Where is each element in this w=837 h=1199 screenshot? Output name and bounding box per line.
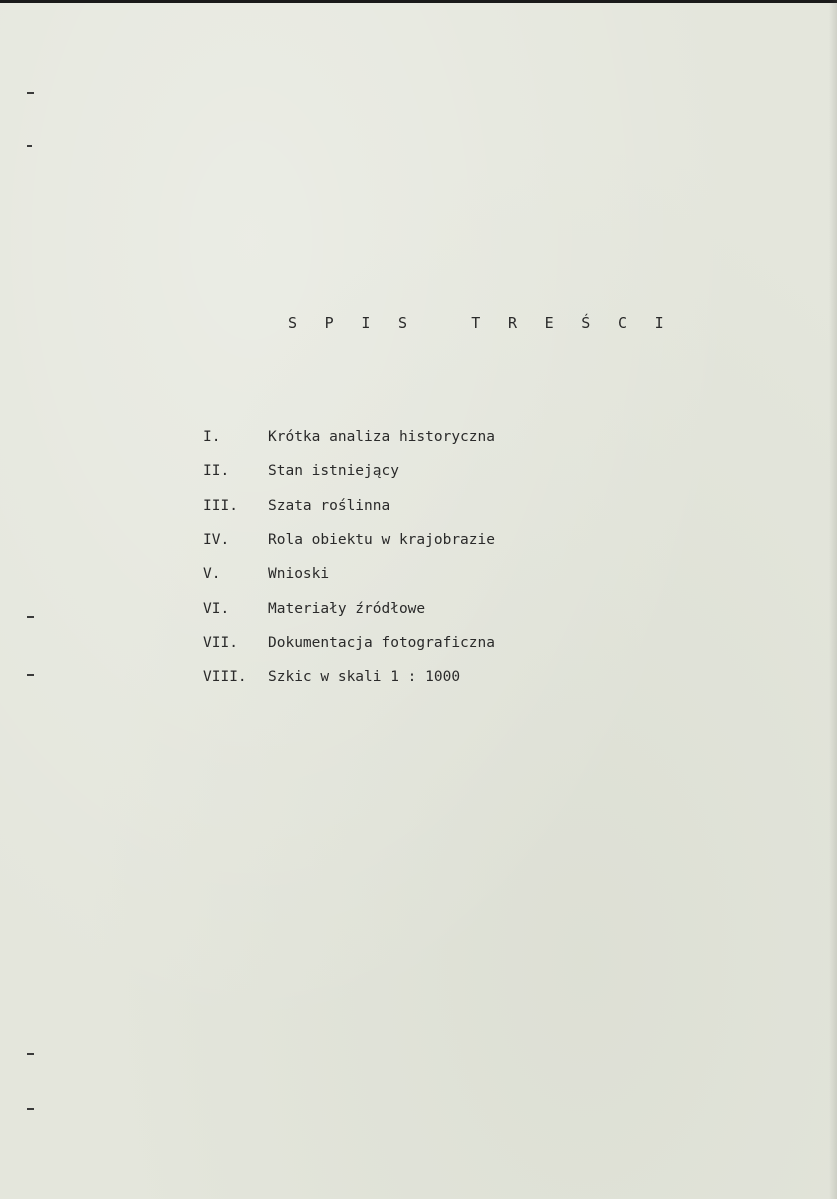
margin-mark bbox=[27, 616, 34, 618]
toc-item-label: Krótka analiza historyczna bbox=[268, 429, 495, 446]
toc-item-number: V. bbox=[203, 566, 221, 583]
toc-item-label: Rola obiektu w krajobrazie bbox=[268, 532, 495, 549]
toc-item-number: VIII. bbox=[203, 669, 247, 686]
page-top-edge bbox=[0, 0, 837, 3]
toc-item-label: Stan istniejący bbox=[268, 463, 399, 480]
toc-item-number: II. bbox=[203, 463, 230, 480]
page-right-shadow bbox=[829, 0, 837, 1199]
toc-item-label: Szkic w skali 1 : 1000 bbox=[268, 669, 461, 686]
toc-item bbox=[203, 420, 495, 454]
toc-item-number: I. bbox=[203, 429, 221, 446]
toc-item bbox=[203, 660, 495, 694]
toc-item bbox=[203, 557, 495, 591]
toc-item-number: VI. bbox=[203, 600, 230, 617]
toc-item bbox=[203, 454, 495, 488]
margin-mark bbox=[27, 1053, 34, 1055]
toc-item-number: IV. bbox=[203, 532, 230, 549]
toc-item-label: Dokumentacja fotograficzna bbox=[268, 634, 495, 651]
toc-item bbox=[203, 591, 495, 625]
margin-mark bbox=[27, 674, 34, 676]
margin-mark bbox=[27, 1108, 34, 1110]
margin-mark bbox=[27, 145, 32, 147]
table-of-contents bbox=[203, 420, 495, 694]
margin-mark bbox=[27, 92, 34, 94]
toc-item-label: Wnioski bbox=[268, 566, 330, 583]
toc-item bbox=[203, 523, 495, 557]
toc-item-label: Szata roślinna bbox=[268, 497, 391, 514]
page-title: S P I S T R E Ś C I bbox=[288, 314, 673, 332]
toc-item-number: III. bbox=[203, 497, 238, 514]
toc-item-number: VII. bbox=[203, 634, 238, 651]
toc-item-label: Materiały źródłowe bbox=[268, 600, 426, 617]
toc-item bbox=[203, 489, 495, 523]
toc-item bbox=[203, 626, 495, 660]
